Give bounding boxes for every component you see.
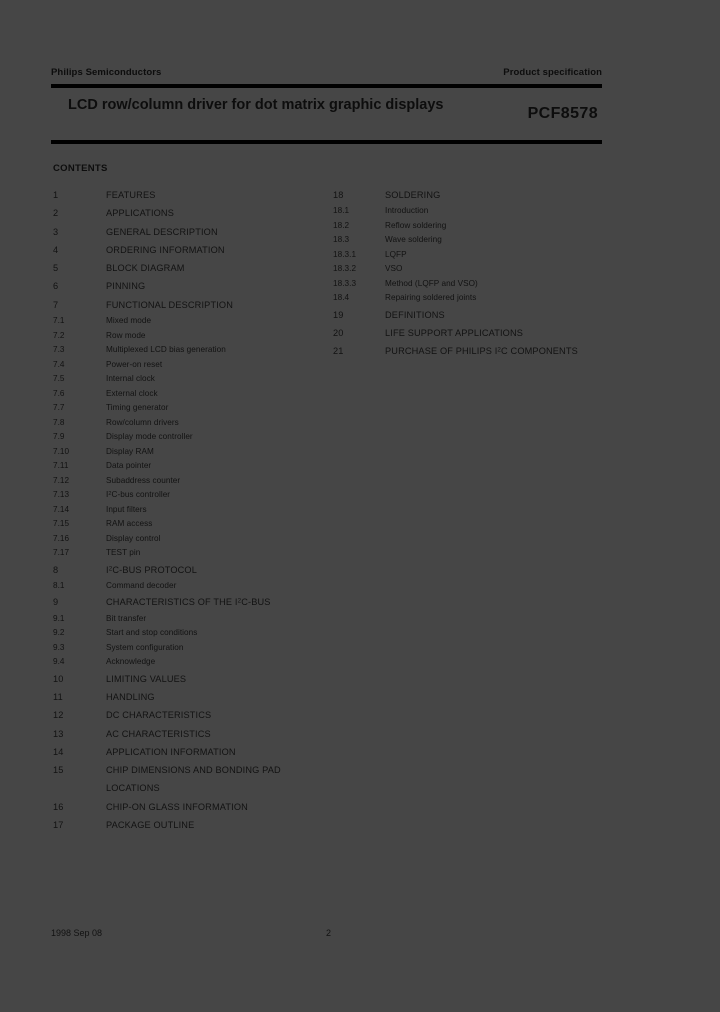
toc-entry[interactable] [333, 219, 623, 234]
toc-entry-number: 7 [53, 299, 59, 310]
toc-entry-number: 19 [333, 309, 344, 320]
toc-entry-number: 21 [333, 346, 344, 357]
title-block [51, 92, 602, 140]
toc-entry-number: 7.5 [53, 374, 65, 384]
superscript: 2 [108, 490, 112, 497]
toc-entry[interactable] [53, 329, 323, 344]
toc-entry-number: 14 [53, 746, 64, 757]
toc-entry-title: Subaddress counter [106, 475, 181, 485]
toc-entry[interactable] [53, 204, 323, 222]
toc-entry[interactable] [53, 358, 323, 373]
toc-entry[interactable] [53, 474, 323, 489]
toc-entry[interactable] [53, 459, 323, 474]
part-number: PCF8578 [527, 105, 598, 122]
superscript: 2 [108, 565, 113, 573]
toc-entry-number: 7.15 [53, 519, 70, 529]
toc-entry-title: FEATURES [106, 190, 156, 200]
toc-entry[interactable] [333, 262, 623, 277]
toc-entry-number: 7.10 [53, 446, 70, 456]
toc-entry[interactable] [53, 743, 323, 761]
toc-entry[interactable] [53, 430, 323, 445]
header-rule-top [51, 84, 602, 88]
toc-entry-number: 17 [53, 820, 64, 831]
toc-entry-number: 2 [53, 208, 59, 219]
toc-entry-number: 11 [53, 691, 63, 702]
toc-entry-number: 7.6 [53, 388, 65, 398]
toc-entry[interactable] [53, 296, 323, 314]
toc-entry-number: 9.1 [53, 613, 65, 623]
toc-entry[interactable] [53, 816, 323, 834]
toc-entry-number: 7.8 [53, 417, 65, 427]
toc-entry-title: CHARACTERISTICS OF THE $I^2C$-BUS [106, 597, 271, 608]
toc-entry-title: AC CHARACTERISTICS [106, 728, 211, 739]
toc-entry-number: 12 [53, 710, 64, 721]
toc-entry[interactable] [53, 372, 323, 387]
toc-entry-title: FUNCTIONAL DESCRIPTION [106, 299, 233, 310]
toc-entry[interactable] [53, 259, 323, 277]
toc-entry-number: 18.3.3 [333, 278, 357, 288]
toc-entry-number: 7.12 [53, 475, 70, 485]
toc-entry-title: Reflow soldering [385, 220, 447, 230]
toc-entry-title: ORDERING INFORMATION [106, 244, 225, 255]
toc-entry[interactable] [53, 561, 323, 579]
contents-column-left [53, 186, 323, 834]
toc-entry-number: 6 [53, 281, 59, 292]
toc-entry-title: TEST pin [106, 548, 141, 558]
toc-entry-number: 5 [53, 263, 59, 274]
toc-entry[interactable] [53, 670, 323, 688]
toc-entry-number: 9.2 [53, 628, 65, 638]
toc-entry[interactable] [53, 626, 323, 641]
footer-date: 1998 Sep 08 [51, 928, 103, 938]
toc-entry-number: 18.3.1 [333, 249, 357, 259]
toc-entry[interactable] [333, 342, 623, 360]
toc-entry-title: PURCHASE OF PHILIPS $I^2C$ COMPONENTS [385, 346, 578, 357]
toc-entry[interactable] [333, 277, 623, 292]
toc-entry-title: Command decoder [106, 580, 177, 590]
toc-entry-title: Timing generator [106, 403, 169, 413]
toc-entry-title: Wave soldering [385, 235, 442, 245]
header-rule-bottom [51, 140, 602, 144]
toc-entry[interactable] [53, 593, 323, 611]
toc-entry[interactable] [53, 503, 323, 518]
toc-entry[interactable] [53, 688, 323, 706]
toc-entry[interactable] [53, 517, 323, 532]
toc-entry[interactable] [53, 314, 323, 329]
toc-entry-number: 7.3 [53, 345, 65, 355]
toc-entry-number: 7.16 [53, 533, 70, 543]
toc-entry-title: Row mode [106, 330, 146, 340]
toc-entry-title: LIFE SUPPORT APPLICATIONS [385, 328, 524, 339]
toc-entry-number: 18.3 [333, 235, 350, 245]
toc-entry-title: APPLICATIONS [106, 208, 175, 219]
toc-entry-title: $I^2C$-BUS PROTOCOL [106, 564, 197, 575]
toc-entry[interactable] [333, 324, 623, 342]
contents-column-right [333, 186, 623, 361]
toc-entry[interactable] [53, 579, 323, 594]
toc-entry[interactable] [53, 612, 323, 627]
toc-entry[interactable] [53, 798, 323, 816]
toc-entry[interactable] [53, 725, 323, 743]
toc-entry-number: 3 [53, 226, 59, 237]
company-name: Philips Semiconductors [51, 67, 162, 78]
toc-entry-title: LQFP [385, 249, 407, 259]
toc-entry-title: HANDLING [106, 691, 155, 702]
toc-entry-number: 7.13 [53, 490, 70, 500]
toc-entry[interactable] [53, 401, 323, 416]
toc-entry-title: Repairing soldered joints [385, 293, 477, 303]
toc-entry-number: 20 [333, 328, 344, 339]
toc-entry-title: $I^2C$-bus controller [106, 490, 171, 500]
toc-entry-number: 18.3.2 [333, 264, 357, 274]
toc-entry[interactable] [53, 241, 323, 259]
toc-entry-title: Row/column drivers [106, 417, 179, 427]
toc-entry-title: Start and stop conditions [106, 628, 198, 638]
toc-entry-number: 4 [53, 244, 59, 255]
toc-entry[interactable] [53, 655, 323, 670]
toc-entry-title: LIMITING VALUES [106, 673, 187, 684]
toc-entry-number: 7.4 [53, 359, 65, 369]
toc-entry-number: 18.2 [333, 220, 350, 230]
toc-entry-title: DC CHARACTERISTICS [106, 710, 212, 721]
toc-entry-title: GENERAL DESCRIPTION [106, 226, 218, 237]
toc-entry-number: 7.2 [53, 330, 65, 340]
toc-entry[interactable] [333, 186, 623, 204]
toc-entry-number: 7.17 [53, 548, 70, 558]
toc-entry-number: 18 [333, 190, 344, 200]
toc-entry-title: Acknowledge [106, 657, 156, 667]
toc-entry-number: 16 [53, 801, 64, 812]
toc-entry-title: SOLDERING [385, 190, 441, 200]
toc-entry-title: External clock [106, 388, 158, 398]
toc-entry-number: 18.1 [333, 206, 350, 216]
toc-entry-title: Power-on reset [106, 359, 163, 369]
page-header [51, 67, 602, 78]
toc-entry[interactable] [333, 233, 623, 248]
toc-entry-title: BLOCK DIAGRAM [106, 263, 185, 274]
toc-entry-number: 7.7 [53, 403, 65, 413]
toc-entry[interactable] [53, 488, 323, 503]
toc-entry-number: 15 [53, 765, 64, 776]
toc-entry[interactable] [53, 387, 323, 402]
toc-entry-title: Internal clock [106, 374, 155, 384]
toc-entry-number: 13 [53, 728, 64, 739]
toc-entry-number: 18.4 [333, 293, 350, 303]
toc-entry-number: 10 [53, 673, 64, 684]
toc-entry-title: Mixed mode [106, 316, 152, 326]
toc-entry[interactable] [53, 546, 323, 561]
toc-entry[interactable] [53, 532, 323, 547]
toc-entry[interactable] [53, 706, 323, 724]
toc-entry-title: System configuration [106, 642, 184, 652]
toc-entry-title: Display control [106, 533, 161, 543]
toc-entry-title: CHIP DIMENSIONS AND BONDING PAD LOCATIONS [106, 765, 281, 794]
toc-entry-number: 9.3 [53, 642, 65, 652]
toc-entry[interactable] [333, 291, 623, 306]
toc-entry-title: CHIP-ON GLASS INFORMATION [106, 801, 248, 812]
toc-entry-title: Data pointer [106, 461, 152, 471]
toc-entry-number: 9 [53, 597, 59, 608]
toc-entry[interactable] [53, 223, 323, 241]
toc-entry[interactable] [53, 416, 323, 431]
toc-entry-title: Input filters [106, 504, 147, 514]
toc-entry-title: Display mode controller [106, 432, 193, 442]
toc-entry[interactable] [53, 277, 323, 295]
footer-page-number: 2 [326, 928, 332, 938]
toc-entry-number: 1 [53, 190, 59, 200]
toc-entry-title: Display RAM [106, 446, 154, 456]
toc-entry[interactable] [53, 641, 323, 656]
toc-entry-title: Multiplexed LCD bias generation [106, 345, 226, 355]
page-title: LCD row/column driver for dot matrix graphic displays [68, 97, 444, 113]
toc-entry-title: Method (LQFP and VSO) [385, 278, 478, 288]
superscript: 2 [237, 598, 242, 605]
toc-entry-title: PACKAGE OUTLINE [106, 820, 195, 831]
toc-entry-title: Introduction [385, 206, 429, 216]
toc-entry-number: 7.9 [53, 432, 65, 442]
toc-entry-number: 8 [53, 564, 59, 575]
toc-entry-title: DEFINITIONS [385, 309, 445, 320]
superscript: 2 [497, 347, 502, 355]
toc-entry-number: 8.1 [53, 580, 65, 590]
toc-entry-number: 7.11 [53, 461, 69, 471]
toc-entry[interactable] [53, 761, 323, 798]
toc-entry-title: APPLICATION INFORMATION [106, 746, 236, 757]
toc-entry-number: 9.4 [53, 657, 65, 667]
toc-entry[interactable] [333, 204, 623, 219]
toc-entry-title: PINNING [106, 281, 146, 292]
toc-entry-number: 7.1 [53, 316, 65, 326]
document-type: Product specification [503, 67, 602, 78]
toc-entry[interactable] [53, 445, 323, 460]
toc-entry-number: 7.14 [53, 504, 70, 514]
toc-entry[interactable] [333, 306, 623, 324]
page-footer [51, 928, 611, 942]
toc-entry-title: RAM access [106, 519, 153, 529]
toc-entry[interactable] [333, 248, 623, 263]
contents-heading: CONTENTS [53, 163, 108, 174]
toc-entry[interactable] [53, 343, 323, 358]
toc-entry-title: Bit transfer [106, 613, 147, 623]
toc-entry-title: VSO [385, 264, 403, 274]
toc-entry[interactable] [53, 186, 323, 204]
